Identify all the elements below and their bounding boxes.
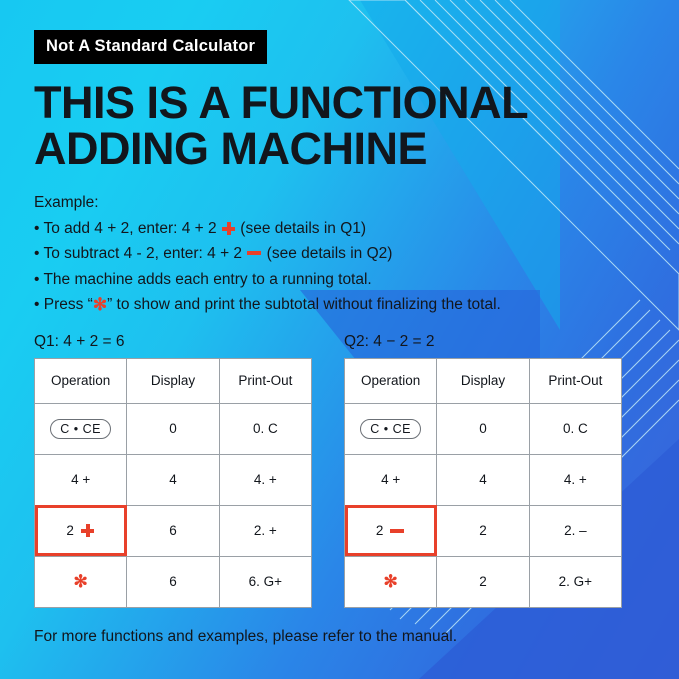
cell-printout: 2. G+ [529, 556, 621, 607]
c-ce-key: C • CE [50, 419, 111, 439]
cell-operation-highlighted [35, 505, 127, 556]
cell-content [347, 506, 434, 556]
calculator-table-q1 [34, 358, 312, 608]
bullet-4-text-post: ” to show and print the subtotal without finalizing the total. [107, 295, 501, 313]
asterisk-icon: ✻ [73, 572, 88, 592]
cell-display: 4 [127, 454, 219, 505]
table-row [35, 505, 312, 556]
table-caption-q2: Q2: 4 − 2 = 2 [344, 332, 435, 350]
cell-content [37, 557, 124, 607]
headline-line-1: THIS IS A FUNCTIONAL [34, 76, 529, 128]
plus-icon [222, 222, 235, 235]
example-lead: Example: [34, 194, 99, 212]
cell-printout: 2. – [529, 505, 621, 556]
cell-operation [35, 403, 127, 454]
table-row [35, 403, 312, 454]
cell-display: 2 [437, 556, 529, 607]
cell-display: 0 [127, 403, 219, 454]
cell-display: 2 [437, 505, 529, 556]
table-row [35, 454, 312, 505]
table-row [345, 403, 622, 454]
cell-display: 6 [127, 556, 219, 607]
cell-operation-highlighted [345, 505, 437, 556]
cell-display: 6 [127, 505, 219, 556]
badge-label: Not A Standard Calculator [34, 30, 267, 64]
table-header-row [345, 358, 622, 403]
example-block [34, 190, 645, 317]
column-header-operation: Operation [345, 358, 437, 403]
asterisk-icon: ✻ [383, 572, 398, 592]
column-header-printout: Print-Out [529, 358, 621, 403]
example-bullet-2 [34, 241, 645, 266]
bullet-1-text-post: (see details in Q1) [240, 220, 367, 238]
bullet-1-text-pre: • To add 4 + 2, enter: 4 + 2 [34, 220, 217, 238]
footer-note: For more functions and examples, please refer to the manual. [34, 627, 458, 645]
column-header-printout: Print-Out [219, 358, 311, 403]
cell-display: 4 [437, 454, 529, 505]
cell-printout: 2. + [219, 505, 311, 556]
cell-operation: 4 + [345, 454, 437, 505]
example-bullet-1 [34, 216, 645, 241]
minus-icon [390, 529, 404, 533]
table-block-q1 [34, 333, 312, 608]
plus-icon [81, 524, 94, 537]
bullet-4-text-pre: • Press “ [34, 295, 93, 313]
bullet-3-text: • The machine adds each entry to a running total. [34, 270, 372, 288]
tables-row [34, 333, 645, 608]
cell-content [347, 404, 434, 454]
cell-operation [35, 556, 127, 607]
cell-display: 0 [437, 403, 529, 454]
table-block-q2 [344, 333, 622, 608]
column-header-operation: Operation [35, 358, 127, 403]
cell-printout: 0. C [529, 403, 621, 454]
cell-operation [345, 556, 437, 607]
cell-operation [345, 403, 437, 454]
minus-icon [247, 251, 261, 255]
table-header-row [35, 358, 312, 403]
column-header-display: Display [127, 358, 219, 403]
asterisk-icon: ✻ [92, 294, 108, 314]
cell-printout: 6. G+ [219, 556, 311, 607]
cell-printout: 4. + [219, 454, 311, 505]
example-bullet-4 [34, 292, 645, 317]
table-row [345, 505, 622, 556]
cell-content [37, 404, 124, 454]
bullet-2-text-post: (see details in Q2) [266, 245, 393, 263]
column-header-display: Display [437, 358, 529, 403]
example-bullet-3 [34, 267, 645, 292]
cell-content [347, 557, 434, 607]
table-row [35, 556, 312, 607]
table-caption-q1: Q1: 4 + 2 = 6 [34, 332, 125, 350]
bullet-2-text-pre: • To subtract 4 - 2, enter: 4 + 2 [34, 245, 243, 263]
cell-printout: 4. + [529, 454, 621, 505]
headline-line-2: ADDING MACHINE [34, 122, 427, 174]
page-title [34, 76, 645, 174]
table-row [345, 454, 622, 505]
c-ce-key: C • CE [360, 419, 421, 439]
calculator-table-q2 [344, 358, 622, 608]
cell-content [37, 506, 124, 556]
cell-printout: 0. C [219, 403, 311, 454]
operation-value: 2 [375, 523, 384, 539]
operation-value: 2 [66, 523, 74, 539]
cell-operation: 4 + [35, 454, 127, 505]
table-row [345, 556, 622, 607]
